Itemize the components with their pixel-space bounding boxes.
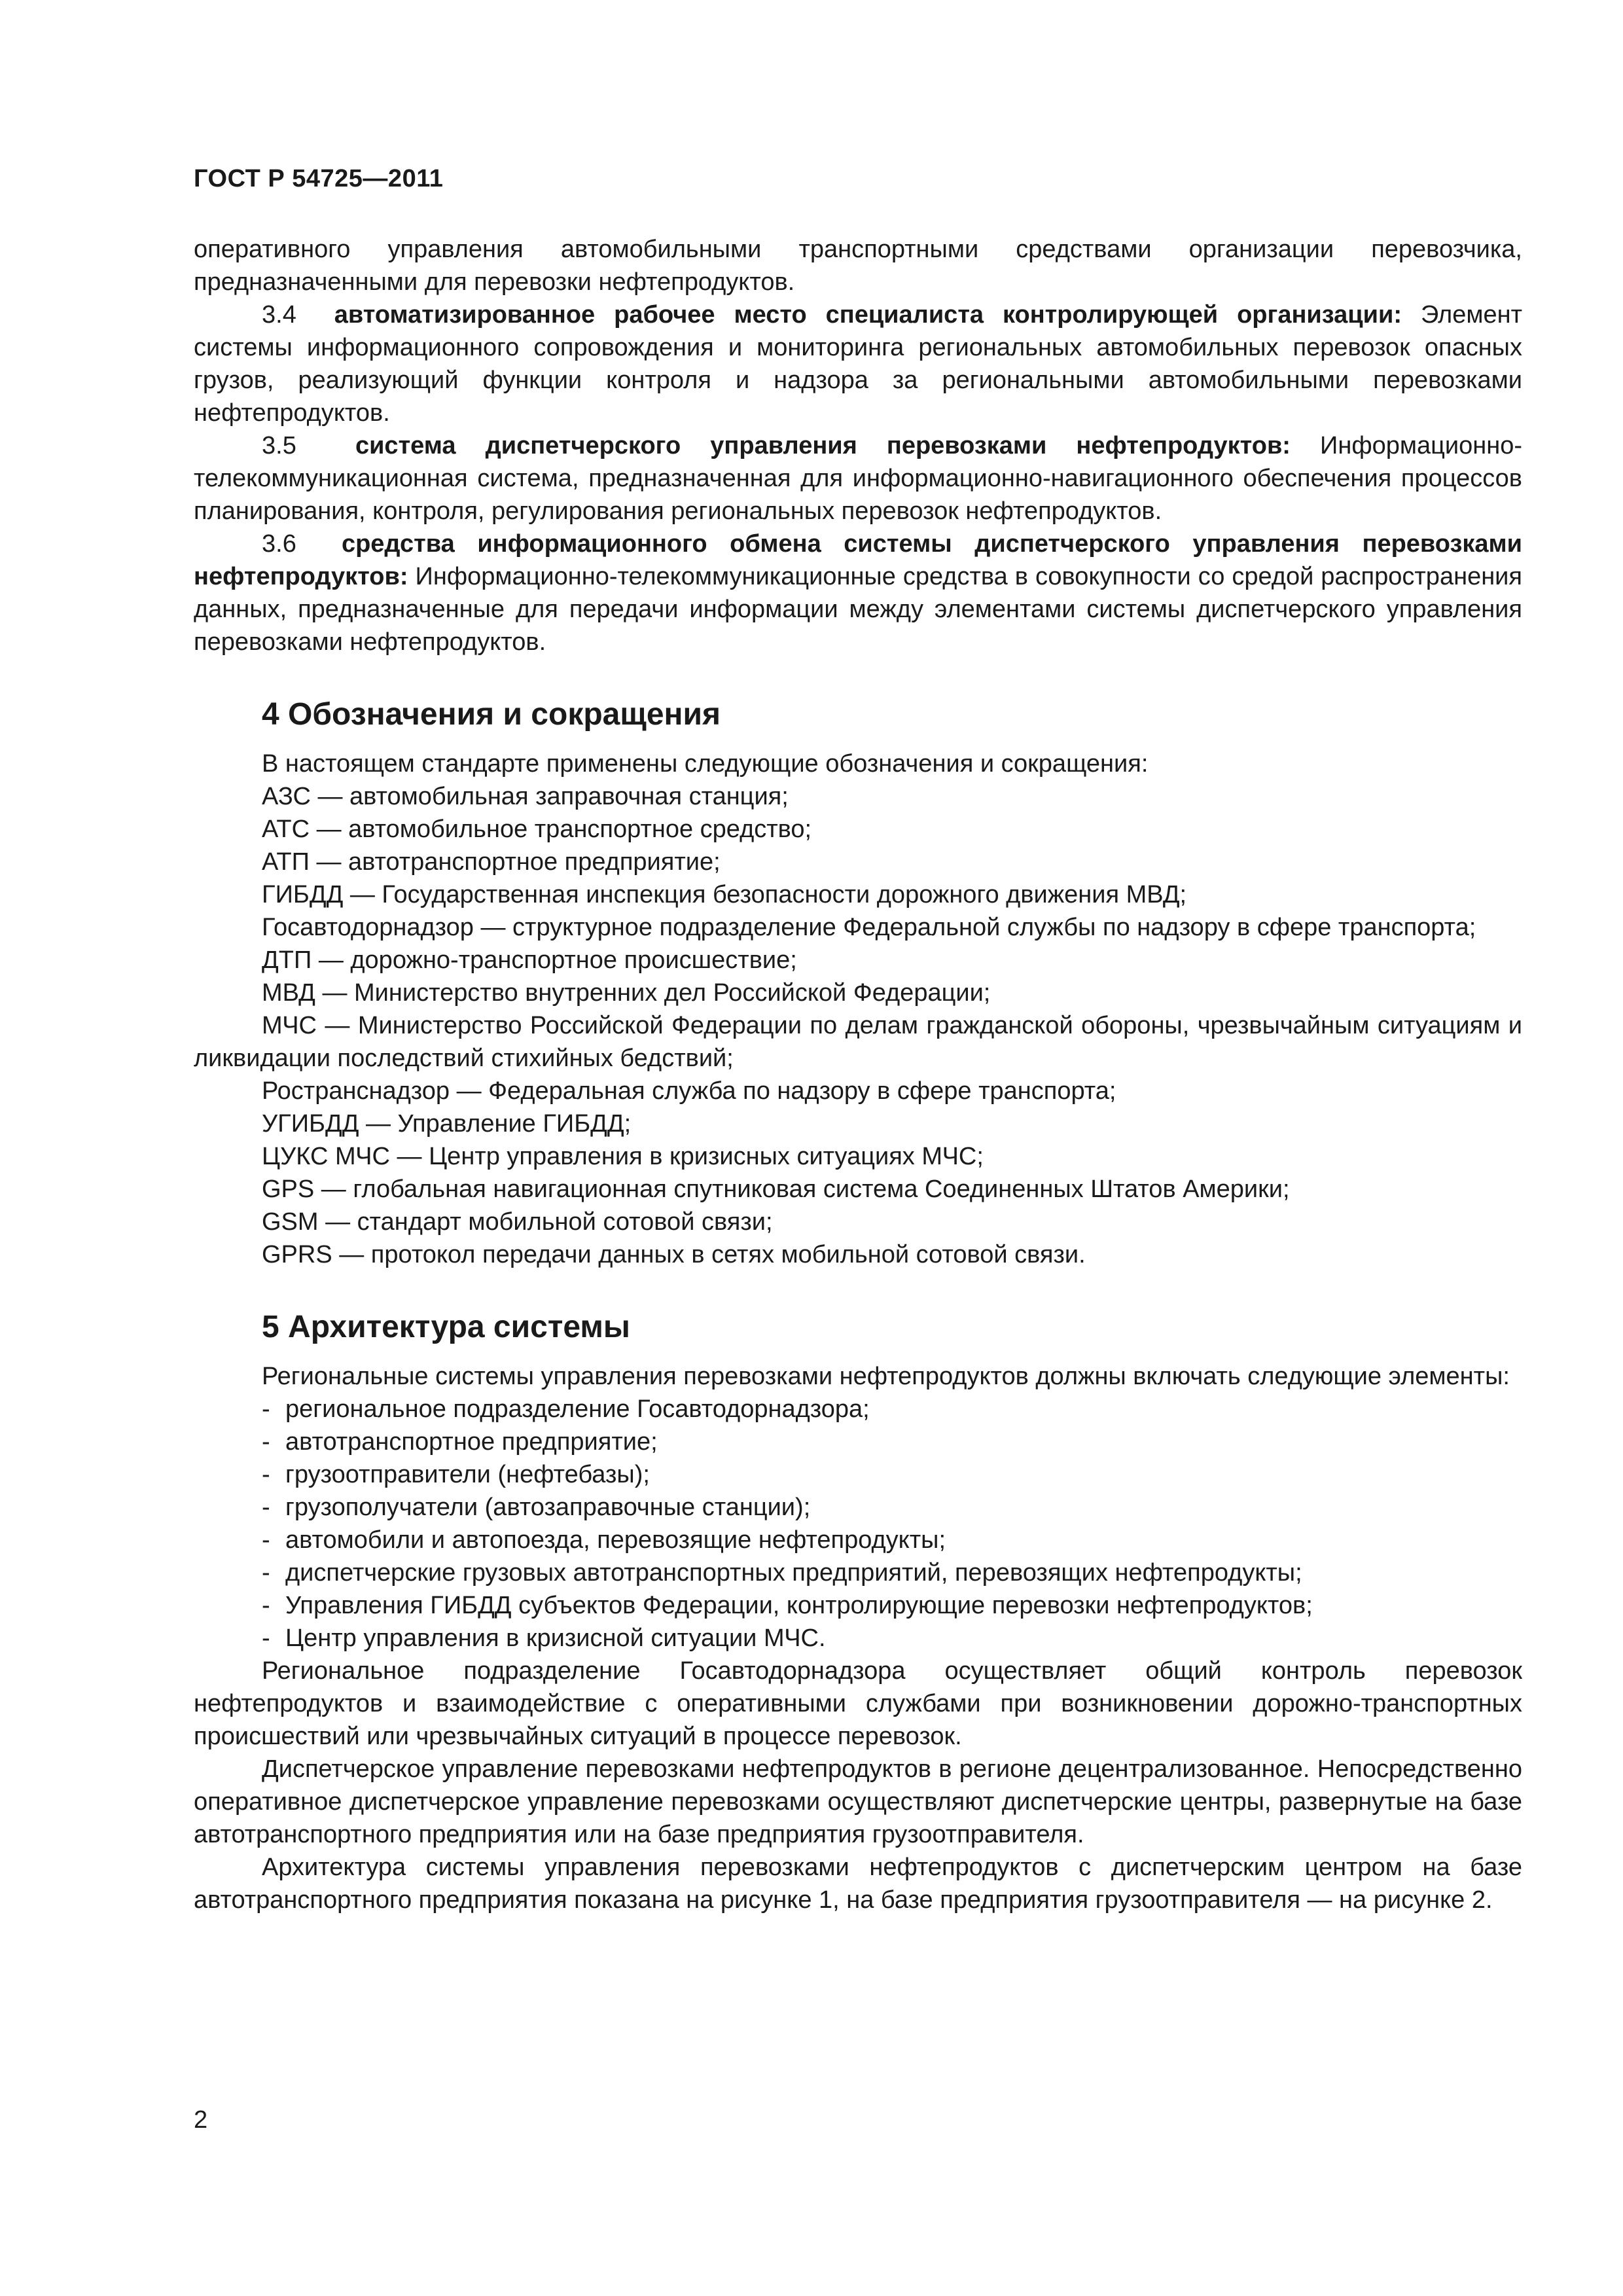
abbreviation-item: АТП — автотранспортное предприятие; <box>262 848 721 876</box>
abbreviation-item: GSM — стандарт мобильной сотовой связи; <box>262 1208 773 1236</box>
abbreviation-item: GPRS — протокол передачи данных в сетях мобильной сотовой связи. <box>262 1241 1086 1268</box>
abbreviation-item: УГИБДД — Управление ГИБДД; <box>262 1110 632 1138</box>
definition-number: 3.5 <box>262 432 296 459</box>
section-5-heading: 5 Архитектура системы <box>262 1310 630 1344</box>
definition-3-4 <box>194 298 1522 429</box>
section-5-paragraph: Архитектура системы управления перевозками нефтепродуктов с диспетчерским центром на базе автотранспортного предприятия показана на рисунке 1, на базе предприятия грузоотправителя — на рисунке 2. <box>194 1854 1522 1914</box>
definition-text: Информационно-телекоммуникационная система, предназначенная для информационно-навигационного обеспечения процессов планирования, контроля, регулирования региональных перевозок нефтепродуктов. <box>194 432 1523 525</box>
definition-3-6 <box>194 528 1522 658</box>
definition-number: 3.6 <box>262 530 296 558</box>
list-item: - региональное подразделение Госавтодорнадзора; <box>262 1395 870 1423</box>
definition-number: 3.4 <box>262 301 296 329</box>
definition-term: автоматизированное рабочее место специалиста контролирующей организации: <box>334 301 1402 329</box>
intro-continuation-paragraph: оперативного управления автомобильными транспортными средствами организации перевозчика, предназначенными для перевозки нефтепродуктов. <box>194 236 1522 296</box>
definition-text: Информационно-телекоммуникационные средства в совокупности со средой распространения данных, предназначенные для передачи информации между элементами системы диспетчерского управления перевозками нефтепродуктов. <box>194 563 1522 656</box>
abbreviation-item: Госавтодорнадзор — структурное подразделение Федеральной службы по надзору в сфере транспорта; <box>262 914 1476 941</box>
document-body <box>194 233 1522 1916</box>
definition-term: система диспетчерского управления перевозками нефтепродуктов: <box>355 432 1291 459</box>
section-4-intro: В настоящем стандарте применены следующие обозначения и сокращения: <box>262 750 1149 778</box>
section-5-paragraph: Диспетчерское управление перевозками нефтепродуктов в регионе децентрализованное. Непосредственно оперативное диспетчерское управление перевозками осуществляют диспетчерские центры, развернутые на базе автотранспортного предприятия или на базе предприятия грузоотправителя. <box>194 1755 1522 1848</box>
list-item: - автомобили и автопоезда, перевозящие нефтепродукты; <box>262 1526 946 1554</box>
architecture-elements-list <box>194 1393 1522 1655</box>
definition-text: Элемент системы информационного сопровождения и мониторинга региональных автомобильных перевозок опасных грузов, реализующий функции контроля и надзора за региональными автомобильными перевозками нефтепродуктов. <box>194 301 1522 427</box>
list-item: - грузополучатели (автозаправочные станции); <box>262 1494 811 1521</box>
abbreviation-item: ГИБДД — Государственная инспекция безопасности дорожного движения МВД; <box>262 881 1187 908</box>
abbreviation-item: ЦУКС МЧС — Центр управления в кризисных ситуациях МЧС; <box>262 1143 984 1170</box>
abbreviation-item: ДТП — дорожно-транспортное происшествие; <box>262 946 797 974</box>
abbreviation-item: МЧС — Министерство Российской Федерации по делам гражданской обороны, чрезвычайным ситуациям и ликвидации последствий стихийных бедствий; <box>194 1012 1522 1072</box>
definition-term: средства информационного обмена системы диспетчерского управления перевозками нефтепродуктов: <box>194 530 1523 590</box>
definition-3-5 <box>194 429 1522 528</box>
section-5-intro: Региональные системы управления перевозками нефтепродуктов должны включать следующие элементы: <box>262 1363 1510 1390</box>
section-4-heading: 4 Обозначения и сокращения <box>262 697 721 732</box>
abbreviation-item: Ространснадзор — Федеральная служба по надзору в сфере транспорта; <box>262 1077 1116 1105</box>
list-item: - Центр управления в кризисной ситуации МЧС. <box>262 1624 826 1652</box>
page-number: 2 <box>194 2106 208 2134</box>
abbreviation-item: МВД — Министерство внутренних дел Российской Федерации; <box>262 979 991 1007</box>
abbreviation-item: АЗС — автомобильная заправочная станция; <box>262 783 789 810</box>
list-item: - Управления ГИБДД субъектов Федерации, контролирующие перевозки нефтепродуктов; <box>262 1592 1313 1619</box>
document-header: ГОСТ Р 54725—2011 <box>194 165 444 192</box>
list-item: - автотранспортное предприятие; <box>262 1428 658 1456</box>
list-item: - грузоотправители (нефтебазы); <box>262 1461 650 1488</box>
abbreviation-item: АТС — автомобильное транспортное средство; <box>262 816 812 843</box>
abbreviation-item: GPS — глобальная навигационная спутниковая система Соединенных Штатов Америки; <box>262 1175 1290 1203</box>
section-5-paragraph: Региональное подразделение Госавтодорнадзора осуществляет общий контроль перевозок нефтепродуктов и взаимодействие с оперативными службами при возникновении дорожно-транспортных происшествий или чрезвычайных ситуаций в процессе перевозок. <box>194 1657 1522 1750</box>
list-item: - диспетчерские грузовых автотранспортных предприятий, перевозящих нефтепродукты; <box>262 1559 1302 1587</box>
